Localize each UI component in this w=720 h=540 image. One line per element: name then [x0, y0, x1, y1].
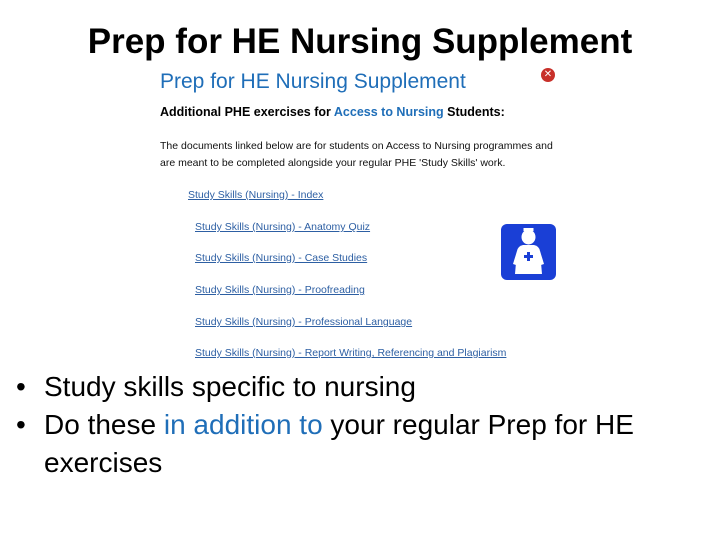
- bullet-list: [16, 368, 706, 482]
- bullet-item: • Do these in addition to your regular Prep for HE exercises: [16, 409, 634, 478]
- nursing-supplement-panel: [150, 62, 570, 362]
- link-report-writing[interactable]: Study Skills (Nursing) - Report Writing, Referencing and Plagiarism: [195, 347, 507, 359]
- link-anatomy-quiz[interactable]: Study Skills (Nursing) - Anatomy Quiz: [195, 221, 371, 233]
- subtitle-highlight: Access to Nursing: [333, 105, 444, 119]
- panel-subtitle: Additional PHE exercises for Access to Nursing Students:: [160, 105, 505, 119]
- link-case-studies[interactable]: Study Skills (Nursing) - Case Studies: [195, 252, 368, 264]
- bullet-highlight: in addition to: [163, 409, 323, 440]
- panel-title: Prep for HE Nursing Supplement: [160, 70, 466, 93]
- bullet-item: • Study skills specific to nursing: [16, 371, 416, 402]
- link-proofreading[interactable]: Study Skills (Nursing) - Proofreading: [195, 284, 365, 296]
- slide-title: Prep for HE Nursing Supplement: [87, 22, 633, 61]
- close-icon[interactable]: ✕: [541, 68, 555, 82]
- panel-description: The documents linked below are for students on Access to Nursing programmes and are meant to be completed alongside your regular PHE 'Study Skills' work.: [160, 140, 553, 169]
- link-professional-language[interactable]: Study Skills (Nursing) - Professional Language: [195, 316, 413, 328]
- nurse-icon: [501, 224, 556, 280]
- link-study-skills-index[interactable]: Study Skills (Nursing) - Index: [188, 189, 324, 201]
